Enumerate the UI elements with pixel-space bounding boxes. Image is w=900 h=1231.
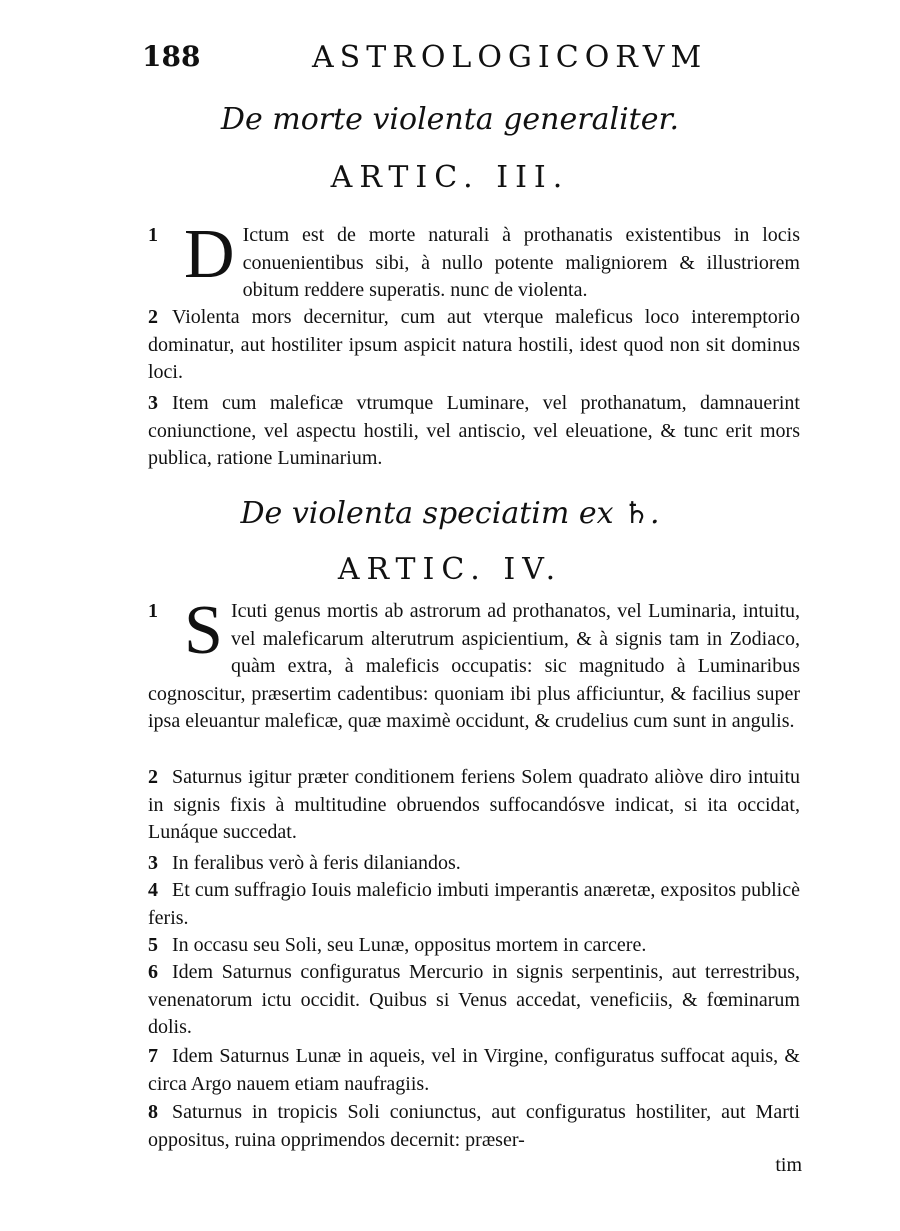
paragraph-text: Saturnus igitur præter conditionem feriens Solem quadrato aliòve diro intuitu in signis fixis à multitudine obruendos suffocandósve indicat, si ita occidat, Lunáque succedat. (148, 766, 800, 843)
paragraph-text: Item cum maleficæ vtrumque Luminare, vel prothanatum, damnauerint coniunctione, vel aspectu hostili, vel antiscio, vel eleuatione, & tunc erit mors publica, ratione Luminarium. (148, 392, 800, 469)
item-number: 3 (148, 392, 158, 414)
paragraph-text: Idem Saturnus Lunæ in aqueis, vel in Virgine, configuratus suffocat aquis, & circa Argo nauem etiam naufragiis. (148, 1045, 800, 1095)
paragraph-text: In occasu seu Soli, seu Lunæ, oppositus mortem in carcere. (172, 934, 647, 956)
article-heading-iii: ARTIC. III. (330, 160, 570, 195)
item-number: 8 (148, 1101, 158, 1123)
item-number: 1 (148, 224, 158, 246)
drop-cap: S (184, 592, 223, 669)
item-number: 6 (148, 961, 158, 983)
paragraph-iv-1 (148, 592, 800, 736)
paragraph-text: Violenta mors decernitur, cum aut vterque maleficus loco interemptorio dominatur, aut hostiliter ipsum aspicit natura hostili, idest quod non sit dominus loci. (148, 306, 800, 383)
section-heading-saturn: De violenta speciatim ex ♄. (240, 496, 660, 531)
paragraph-iii-1 (148, 216, 800, 305)
paragraph-iii-3 (148, 390, 800, 473)
item-number: 4 (148, 879, 158, 901)
running-head: ASTROLOGICORVM (312, 40, 708, 75)
paragraph-iv-3 (148, 850, 800, 878)
paragraph-text: Icuti genus mortis ab astrorum ad prothanatos, vel Luminaria, intuitu, vel maleficarum alterutrum aspicientium, & à signis tam in Zodiaco, quàm extra, à maleficis occupatis: sic magnitudo à Luminaribus cognoscitur, præsertim cadentibus: quoniam ibi plus afficiuntur, & facilius super ipsa eleuantur maleficæ, quæ maximè occidunt, & crudelius cum sunt in angulis. (148, 600, 800, 732)
page-number: 188 (142, 40, 201, 73)
paragraph-iv-2 (148, 764, 800, 847)
paragraph-iv-4 (148, 877, 800, 932)
paragraph-text: Idem Saturnus configuratus Mercurio in signis serpentinis, aut terrestribus, venenatorum ictu occidit. Quibus si Venus accedat, veneficiis, & fœminarum dolis. (148, 961, 800, 1038)
paragraph-text: Et cum suffragio Iouis maleficio imbuti imperantis anæretæ, expositos publicè feris. (148, 879, 800, 929)
paragraph-text: Ictum est de morte naturali à prothanatis existentibus in locis conuenientibus sibi, à nullo potente maligniorem & illustriorem obitum reddere superatis. nunc de violenta. (242, 224, 800, 301)
paragraph-iv-6 (148, 959, 800, 1042)
catchword: tim (775, 1154, 802, 1176)
paragraph-iv-7 (148, 1043, 800, 1098)
item-number: 7 (148, 1045, 158, 1067)
paragraph-iv-8 (148, 1099, 800, 1154)
item-number: 2 (148, 306, 158, 328)
paragraph-iii-2 (148, 304, 800, 387)
article-heading-iv: ARTIC. IV. (337, 552, 563, 587)
paragraph-text: Saturnus in tropicis Soli coniunctus, aut configuratus hostiliter, aut Marti oppositus, ruina opprimendos decernit: præser- (148, 1101, 800, 1151)
item-number: 3 (148, 852, 158, 874)
section-heading-general: De morte violenta generaliter. (220, 102, 680, 137)
item-number: 1 (148, 600, 158, 622)
item-number: 2 (148, 766, 158, 788)
item-number: 5 (148, 934, 158, 956)
paragraph-text: In feralibus verò à feris dilaniandos. (172, 852, 461, 874)
paragraph-iv-5 (148, 932, 800, 960)
page-header (142, 40, 782, 80)
drop-cap: D (184, 216, 235, 293)
